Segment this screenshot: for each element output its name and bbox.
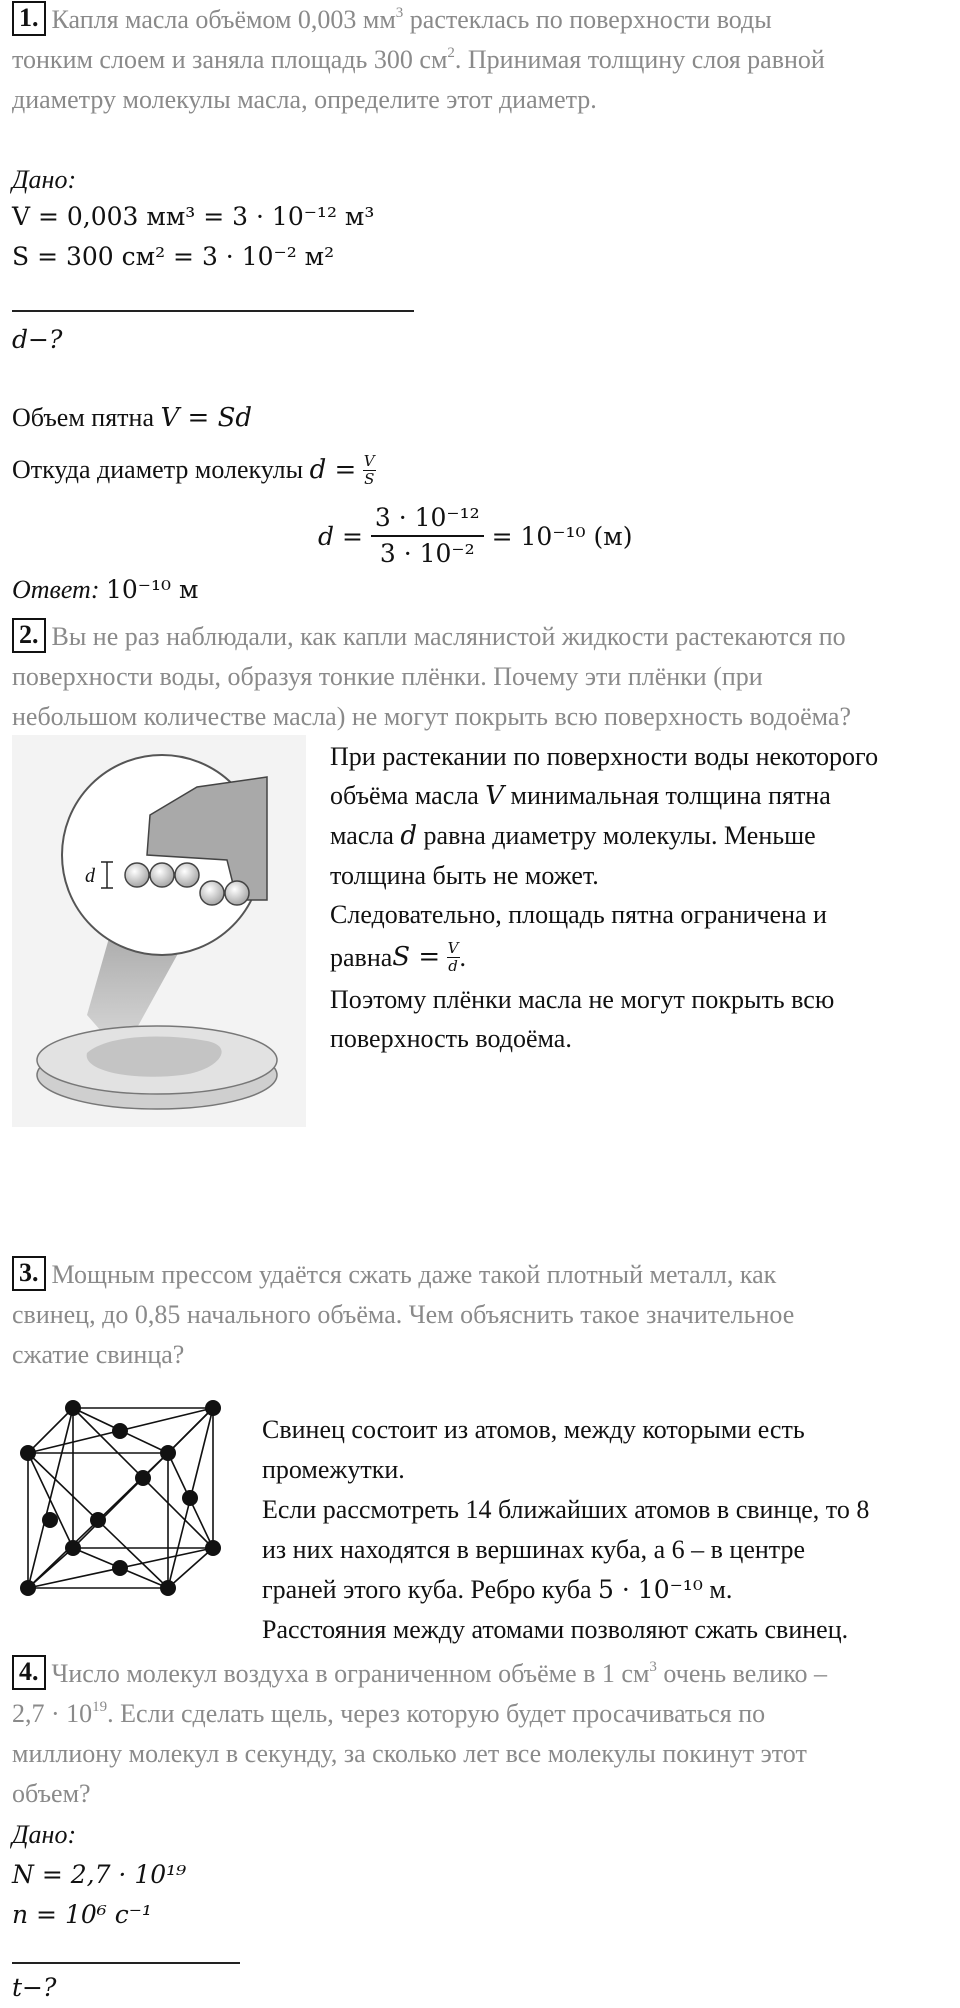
given-divider	[12, 1962, 240, 1964]
superscript: 19	[92, 1699, 108, 1715]
atom	[135, 1470, 151, 1486]
molecule	[150, 863, 174, 887]
question-text: сжатие свинца?	[12, 1340, 185, 1369]
fraction: $\frac{V}{S}$	[363, 451, 375, 488]
question-text: диаметру молекулы масла, определите этот диаметр.	[12, 85, 597, 114]
question-text: миллиону молекул в секунду, за сколько лет все молекулы покинут этот	[12, 1739, 807, 1768]
problem-number: 2.	[12, 618, 46, 653]
answer-text: При растекании по поверхности воды некоторого	[330, 742, 879, 771]
solution-line-1	[12, 398, 252, 438]
formula-result: = 10⁻¹⁰ (м)	[491, 521, 633, 551]
formula: d =	[318, 521, 363, 551]
question-text: . Если сделать щель, через которую будет просачиваться по	[107, 1699, 766, 1728]
find-label: t−?	[12, 1973, 57, 2002]
fraction: $\frac{\text{3 · 10⁻¹²}}{\text{3 · 10⁻²}}$	[371, 501, 484, 571]
formula: 5 · 10⁻¹⁰	[598, 1575, 703, 1604]
given-number-of-molecules: N = 2,7 · 10¹⁹	[12, 1860, 187, 1889]
answer-text: поверхность водоёма.	[330, 1024, 572, 1053]
problem-3-answer: Свинец состоит из атомов, между которыми есть промежутки. Если рассмотреть 14 ближайших атомов в свинце, то 8 из них находятся в вершинах куба, а 6 – в центре граней этого куба. Ребро куба 5 · 10⁻¹⁰ м. Расстояния между атомами позволяют сжать свинец.	[262, 1410, 952, 1650]
atom	[112, 1423, 128, 1439]
calculation	[318, 495, 632, 577]
diameter-label: d	[85, 865, 95, 887]
answer-text: толщина быть не может.	[330, 861, 599, 890]
atom	[205, 1400, 221, 1416]
question-text: поверхности воды, образуя тонкие плёнки. Почему эти плёнки (при	[12, 662, 763, 691]
solution-text: Объем пятна	[12, 403, 161, 432]
answer-text: Свинец состоит из атомов, между которыми есть	[262, 1415, 805, 1444]
formula: S =	[392, 941, 441, 972]
solution-line-2	[12, 445, 376, 495]
solution-text: Откуда диаметр молекулы	[12, 455, 304, 484]
question-text: Число молекул воздуха в ограниченном объёме в 1 см	[51, 1659, 650, 1688]
molecule	[125, 863, 149, 887]
problem-4-question	[12, 1654, 952, 1814]
molecule	[175, 863, 199, 887]
question-text: небольшом количестве масла) не могут покрыть всю поверхность водоёма?	[12, 702, 851, 731]
superscript: 2	[447, 45, 455, 61]
atom	[20, 1445, 36, 1461]
given-divider	[12, 310, 414, 312]
problem-2-answer: При растекании по поверхности воды некоторого объёма масла V минимальная толщина пятна масла d равна диаметру молекулы. Меньше толщина быть не может. Следовательно, площадь пятна ограничена и равна S = $\frac{V}{d}$ . Поэтому плёнки масла не могут покрыть всю поверхность водоёма.	[330, 737, 950, 1058]
atom	[20, 1580, 36, 1596]
problem-3-question	[12, 1255, 952, 1375]
find-label: d−?	[12, 325, 63, 354]
problem-number: 4.	[12, 1655, 46, 1690]
given-label: Дано:	[12, 1820, 77, 1849]
answer	[12, 570, 198, 610]
answer-label: Ответ:	[12, 575, 100, 604]
superscript: 3	[649, 1659, 657, 1675]
question-text: тонким слоем и заняла площадь 300 см	[12, 45, 448, 74]
atom	[90, 1512, 106, 1528]
question-text: Мощным прессом удаётся сжать даже такой плотный металл, как	[51, 1260, 777, 1289]
answer-text: Если рассмотреть 14 ближайших атомов в свинце, то 8	[262, 1495, 870, 1524]
molecule	[200, 881, 224, 905]
answer-text: промежутки.	[262, 1455, 405, 1484]
atom	[112, 1560, 128, 1576]
answer-text: Поэтому плёнки масла не могут покрыть всю	[330, 985, 835, 1014]
atom	[160, 1580, 176, 1596]
problem-number: 3.	[12, 1256, 46, 1291]
formula: d =	[309, 455, 357, 485]
variable: d	[400, 821, 418, 851]
oil-film-illustration	[12, 735, 306, 1127]
answer-text: Следовательно, площадь пятна ограничена и	[330, 900, 827, 929]
question-text: свинец, до 0,85 начального объёма. Чем объяснить такое значительное	[12, 1300, 795, 1329]
given-rate: n = 10⁶ c⁻¹	[12, 1900, 152, 1929]
atom	[160, 1445, 176, 1461]
formula: V = Sd	[160, 403, 253, 433]
answer-text: Расстояния между атомами позволяют сжать свинец.	[262, 1615, 849, 1644]
question-text: Вы не раз наблюдали, как капли маслянистой жидкости растекаются по	[51, 622, 846, 651]
atom	[65, 1540, 81, 1556]
atom	[182, 1490, 198, 1506]
question-text: объем?	[12, 1779, 91, 1808]
question-text: растеклась по поверхности воды	[403, 5, 772, 34]
answer-value: 10⁻¹⁰ м	[105, 575, 199, 604]
atom	[42, 1512, 58, 1528]
problem-number: 1.	[12, 1, 46, 36]
crystal-lattice-illustration	[18, 1398, 223, 1598]
question-text: очень велико –	[656, 1659, 828, 1688]
problem-2-question	[12, 617, 952, 737]
given-area: S = 300 см² = 3 · 10⁻² м²	[12, 242, 335, 271]
problem-1-question	[12, 0, 952, 120]
fraction: $\frac{V}{d}$	[447, 938, 459, 975]
answer-text: из них находятся в вершинах куба, а 6 – в центре	[262, 1535, 806, 1564]
molecule	[225, 881, 249, 905]
atom	[65, 1400, 81, 1416]
atom	[205, 1540, 221, 1556]
question-text: Капля масла объёмом 0,003 мм	[51, 5, 396, 34]
superscript: 3	[395, 5, 404, 21]
given-volume: V = 0,003 мм³ = 3 · 10⁻¹² м³	[12, 202, 375, 231]
variable: V	[485, 781, 505, 811]
question-text: 2,7 · 10	[12, 1699, 93, 1728]
question-text: . Принимая толщину слоя равной	[454, 45, 825, 74]
given-label: Дано:	[12, 165, 77, 194]
